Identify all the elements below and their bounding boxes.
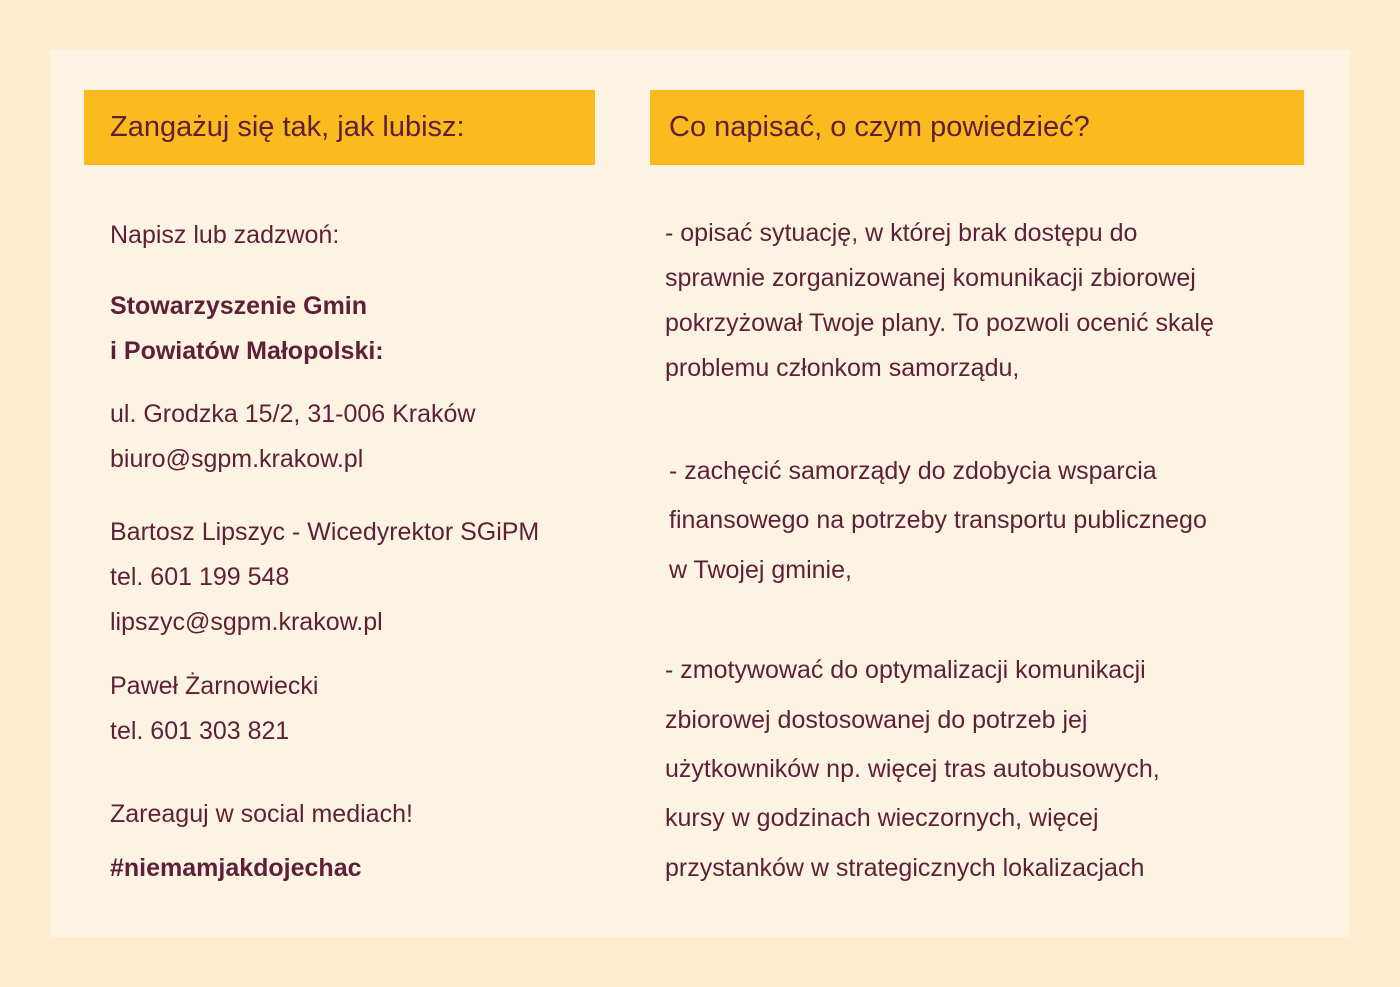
contact2-name: Paweł Żarnowiecki [110, 672, 319, 700]
organization-address: ul. Grodzka 15/2, 31-006 Kraków [110, 400, 476, 428]
contact1-email: lipszyc@sgpm.krakow.pl [110, 608, 383, 636]
point3-line: zbiorowej dostosowanej do potrzeb jej [665, 706, 1088, 734]
organization-email: biuro@sgpm.krakow.pl [110, 445, 364, 473]
point3-line: przystanków w strategicznych lokalizacjach [665, 854, 1145, 882]
point3-line: kursy w godzinach wieczornych, więcej [665, 804, 1099, 832]
point3-line: - zmotywować do optymalizacji komunikacji [665, 656, 1146, 684]
right-heading-text: Co napisać, o czym powiedzieć? [669, 111, 1090, 143]
point1-line: - opisać sytuację, w której brak dostępu do [665, 219, 1138, 247]
contact2-phone: tel. 601 303 821 [110, 717, 290, 745]
point1-line: sprawnie zorganizowanej komunikacji zbiorowej [665, 264, 1196, 292]
organization-name-line2: i Powiatów Małopolski: [110, 337, 384, 365]
left-heading-text: Zangażuj się tak, jak lubisz: [110, 111, 465, 143]
social-prompt: Zareaguj w social mediach! [110, 800, 413, 828]
point2-line: finansowego na potrzeby transportu publicznego [669, 506, 1207, 534]
contact1-name: Bartosz Lipszyc - Wicedyrektor SGiPM [110, 518, 540, 546]
right-heading [650, 90, 1304, 165]
point3-line: użytkowników np. więcej tras autobusowych, [665, 755, 1160, 783]
contact-intro: Napisz lub zadzwoń: [110, 221, 340, 249]
info-card [50, 50, 1350, 937]
point1-line: pokrzyżował Twoje plany. To pozwoli ocenić skalę [665, 309, 1214, 337]
hashtag: #niemamjakdojechac [110, 854, 362, 882]
point1-line: problemu członkom samorządu, [665, 354, 1020, 382]
point2-line: - zachęcić samorządy do zdobycia wsparcia [669, 457, 1157, 485]
point2-line: w Twojej gminie, [669, 556, 852, 584]
contact1-phone: tel. 601 199 548 [110, 563, 290, 591]
organization-name-line1: Stowarzyszenie Gmin [110, 292, 368, 320]
left-heading [84, 90, 595, 165]
